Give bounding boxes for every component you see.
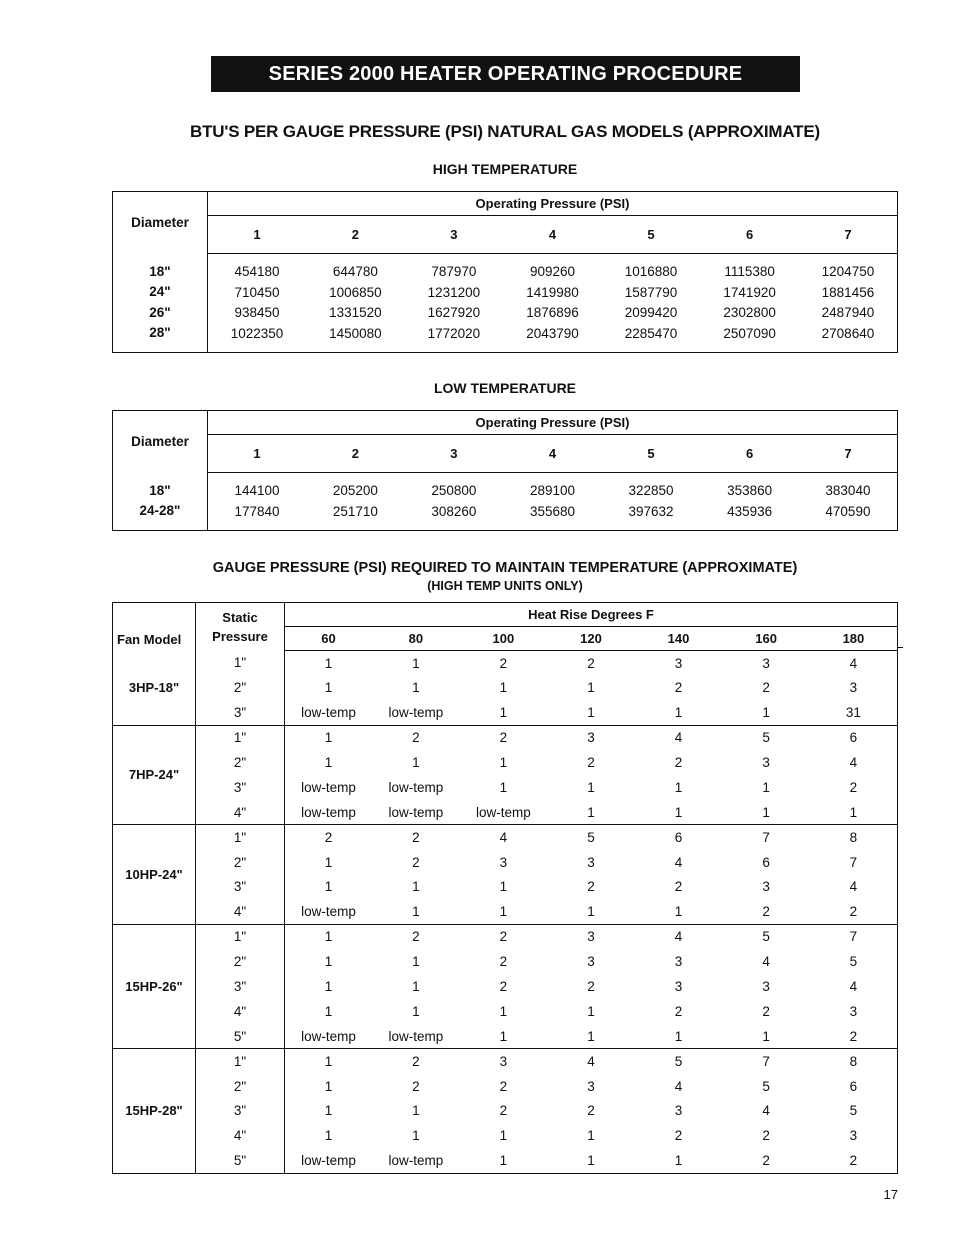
btu-column <box>503 254 602 353</box>
static-pressure-value: 1" <box>196 825 285 850</box>
btu-value: 1419980 <box>526 284 579 300</box>
table-row <box>113 651 898 676</box>
btu-heading: BTU'S PER GAUGE PRESSURE (PSI) NATURAL GAS MODELS (APPROXIMATE) <box>190 122 820 141</box>
degree-col-120: 120 <box>547 627 635 651</box>
table-row <box>113 1099 898 1124</box>
static-pressure-value: 3" <box>196 775 285 800</box>
pressure-col-5: 5 <box>602 216 701 254</box>
gauge-value: 1 <box>324 755 333 770</box>
gauge-value: low-temp <box>301 704 356 720</box>
btu-value: 308260 <box>431 503 477 519</box>
static-pressure-value: 1" <box>196 924 285 949</box>
static-pressure-value: 2" <box>196 750 285 775</box>
gauge-value: 4 <box>849 879 858 895</box>
degree-col-80: 80 <box>372 627 460 651</box>
gauge-value: 1 <box>587 680 595 696</box>
gauge-value: low-temp <box>388 1028 444 1044</box>
gauge-heading: GAUGE PRESSURE (PSI) REQUIRED TO MAINTAIN TEMPERATURE (APPROXIMATE) <box>212 560 798 576</box>
static-pressure-value: 4" <box>196 1123 285 1148</box>
gauge-value: 1 <box>324 954 333 970</box>
gauge-value: 5 <box>547 825 635 850</box>
btu-value: 454180 <box>234 264 280 279</box>
btu-value: 1204750 <box>821 264 875 279</box>
gauge-value: 2 <box>372 924 460 949</box>
gauge-value: 2 <box>285 825 373 850</box>
static-pressure-value: 4" <box>196 899 285 924</box>
gauge-value: 4 <box>460 825 548 850</box>
fan-model: 15HP-26" <box>113 924 196 1048</box>
gauge-value: 31 <box>845 704 861 720</box>
btu-value: 355680 <box>529 503 575 519</box>
gauge-value: 3 <box>674 655 683 671</box>
btu-value: 1006850 <box>329 284 382 300</box>
high-temp-table <box>112 191 898 353</box>
gauge-value: 1 <box>587 1153 595 1168</box>
gauge-value: 2 <box>587 755 595 770</box>
gauge-value: 1 <box>412 655 420 671</box>
gauge-value: 2 <box>499 1078 508 1094</box>
degree-col-60: 60 <box>285 627 373 651</box>
heat-rise-header: Heat Rise Degrees F <box>285 603 898 627</box>
gauge-value: 2 <box>849 1028 858 1044</box>
btu-column <box>700 473 799 531</box>
gauge-value: 3 <box>849 1003 858 1019</box>
gauge-value: 1 <box>674 779 683 795</box>
gauge-value: 3 <box>849 680 858 696</box>
gauge-value: low-temp <box>301 904 356 920</box>
table-row <box>113 675 898 700</box>
gauge-value: 2 <box>499 979 508 995</box>
btu-value: 144100 <box>234 483 280 498</box>
gauge-value: 3 <box>762 979 770 995</box>
gauge-value: 2 <box>762 904 770 920</box>
gauge-value: 6 <box>635 825 723 850</box>
static-pressure-value: 3" <box>196 875 285 900</box>
gauge-value: 2 <box>587 1103 595 1119</box>
gauge-value: 1 <box>499 879 508 895</box>
gauge-value: 2 <box>372 825 460 850</box>
diameter-value: 26" <box>149 304 171 320</box>
gauge-value: 4 <box>674 854 683 870</box>
gauge-value: 7 <box>722 1049 810 1074</box>
pressure-col-2: 2 <box>306 216 405 254</box>
gauge-value: 1 <box>674 1153 683 1168</box>
gauge-value: 1 <box>587 704 595 720</box>
btu-value: 383040 <box>825 483 871 498</box>
static-pressure-value: 3" <box>196 974 285 999</box>
table-row <box>113 875 898 900</box>
btu-column <box>503 473 602 531</box>
gauge-value: 4 <box>674 1078 683 1094</box>
gauge-value: 1 <box>762 704 770 720</box>
gauge-value: low-temp <box>388 804 444 820</box>
gauge-value: 1 <box>762 1028 770 1044</box>
degree-col-140: 140 <box>635 627 723 651</box>
btu-column <box>602 473 701 531</box>
gauge-value: 8 <box>810 1049 898 1074</box>
gauge-value: 5 <box>762 1078 770 1094</box>
gauge-value: 1 <box>412 755 420 770</box>
btu-value: 322850 <box>628 483 674 498</box>
btu-column <box>306 473 405 531</box>
static-pressure-value: 5" <box>196 1024 285 1049</box>
gauge-subheading: (HIGH TEMP UNITS ONLY) <box>427 579 583 593</box>
btu-value: 397632 <box>628 503 674 519</box>
gauge-value: 1 <box>324 979 333 995</box>
btu-value: 250800 <box>431 483 477 498</box>
static-pressure-value: 2" <box>196 675 285 700</box>
gauge-value: 2 <box>499 954 508 970</box>
table-row <box>113 999 898 1024</box>
static-pressure-header <box>196 603 285 651</box>
diameter-header: Diameter <box>113 411 208 473</box>
gauge-value: 1 <box>587 1028 595 1044</box>
gauge-value: 1 <box>324 1103 333 1119</box>
fan-model: 7HP-24" <box>113 725 196 825</box>
static-pressure-value: 3" <box>196 1099 285 1124</box>
page-title: SERIES 2000 HEATER OPERATING PROCEDURE <box>211 56 800 92</box>
gauge-value: 5 <box>635 1049 723 1074</box>
pressure-col-7: 7 <box>799 435 898 473</box>
gauge-value: 6 <box>810 725 898 750</box>
gauge-value: 2 <box>674 755 683 770</box>
btu-value: 470590 <box>825 503 871 519</box>
gauge-value: 1 <box>324 1078 333 1094</box>
gauge-value: 2 <box>587 979 595 995</box>
gauge-value: 2 <box>587 655 595 671</box>
table-row <box>113 850 898 875</box>
btu-value: 289100 <box>529 483 575 498</box>
gauge-value: 4 <box>635 924 723 949</box>
btu-value: 2302800 <box>723 305 776 320</box>
gauge-value: 2 <box>499 1103 508 1119</box>
diameter-value: 18" <box>149 482 171 498</box>
operating-pressure-header: Operating Pressure (PSI) <box>208 411 898 435</box>
diameter-list <box>113 254 208 353</box>
gauge-value: 3 <box>762 755 770 770</box>
gauge-value: 4 <box>762 954 770 970</box>
static-pressure-value: 2" <box>196 1074 285 1099</box>
gauge-value: low-temp <box>301 804 356 820</box>
btu-value: 1022350 <box>230 325 284 341</box>
btu-value: 787970 <box>431 264 477 279</box>
gauge-value: 1 <box>587 904 595 920</box>
btu-value: 435936 <box>727 503 773 519</box>
table-row <box>113 800 898 825</box>
btu-value: 1231200 <box>427 284 481 300</box>
gauge-value: 1 <box>674 1028 683 1044</box>
pressure-col-3: 3 <box>405 216 504 254</box>
gauge-value: 6 <box>762 854 770 870</box>
diameter-list <box>113 473 208 531</box>
btu-value: 1016880 <box>624 264 678 279</box>
gauge-value: 3 <box>460 1049 548 1074</box>
gauge-value: 3 <box>674 954 683 970</box>
table-row <box>113 924 898 949</box>
static-pressure-value: 1" <box>196 1049 285 1074</box>
pressure-col-2: 2 <box>306 435 405 473</box>
gauge-value: 2 <box>849 904 858 920</box>
btu-column <box>799 254 898 353</box>
btu-value: 251710 <box>332 503 378 519</box>
gauge-value: 1 <box>412 1003 420 1019</box>
gauge-value: 4 <box>849 755 858 770</box>
diameter-header: Diameter <box>113 192 208 254</box>
btu-value: 1741920 <box>723 284 776 300</box>
btu-value: 710450 <box>234 284 280 300</box>
btu-value: 1331520 <box>329 305 382 320</box>
gauge-value: 5 <box>722 725 810 750</box>
gauge-value: 1 <box>587 1128 595 1144</box>
gauge-value: 3 <box>547 725 635 750</box>
gauge-value: 1 <box>324 1128 333 1144</box>
gauge-value: low-temp <box>388 779 444 795</box>
diameter-value: 24-28" <box>139 503 181 519</box>
gauge-value: 1 <box>499 779 508 795</box>
gauge-value: 3 <box>587 954 595 970</box>
gauge-value: low-temp <box>388 1153 444 1168</box>
gauge-value: 1 <box>499 1153 508 1168</box>
gauge-value: 1 <box>587 804 595 820</box>
btu-value: 1587790 <box>624 284 678 300</box>
static-pressure-value: 4" <box>196 999 285 1024</box>
gauge-value: 3 <box>849 1128 858 1144</box>
gauge-value: 2 <box>674 680 683 696</box>
pressure-col-3: 3 <box>405 435 504 473</box>
degree-col-180: 180 <box>810 627 898 651</box>
static-label: Static <box>222 609 258 625</box>
gauge-value: 1 <box>412 879 420 895</box>
gauge-value: 1 <box>762 779 770 795</box>
static-pressure-value: 4" <box>196 800 285 825</box>
gauge-value: 1 <box>674 904 683 920</box>
gauge-value: 1 <box>499 680 508 696</box>
gauge-value: 2 <box>674 1128 683 1144</box>
btu-value: 1450080 <box>329 325 382 341</box>
gauge-value: 1 <box>499 755 508 770</box>
gauge-value: 1 <box>324 879 333 895</box>
gauge-value: 1 <box>499 704 508 720</box>
gauge-value: low-temp <box>301 1028 356 1044</box>
gauge-value: 3 <box>587 1078 595 1094</box>
gauge-value: 3 <box>762 879 770 895</box>
gauge-value: 1 <box>674 704 683 720</box>
btu-value: 205200 <box>332 483 378 498</box>
gauge-value: 2 <box>412 854 420 870</box>
table-row <box>113 949 898 974</box>
pressure-col-6: 6 <box>700 216 799 254</box>
high-temp-heading: HIGH TEMPERATURE <box>432 161 578 177</box>
btu-value: 909260 <box>529 264 575 279</box>
gauge-value: 2 <box>499 655 508 671</box>
gauge-value: 7 <box>810 924 898 949</box>
gauge-value: 2 <box>412 1078 420 1094</box>
static-pressure-value: 2" <box>196 850 285 875</box>
btu-value: 1627920 <box>427 305 481 320</box>
gauge-value: 3 <box>674 1103 683 1119</box>
gauge-value: 1 <box>499 1003 508 1019</box>
gauge-value: 2 <box>587 879 595 895</box>
fan-model: 10HP-24" <box>113 825 196 925</box>
btu-value: 2708640 <box>821 325 875 341</box>
gauge-value: 1 <box>324 680 333 696</box>
pressure-col-4: 4 <box>503 216 602 254</box>
static-pressure-value: 3" <box>196 700 285 725</box>
gauge-value: 1 <box>285 924 373 949</box>
gauge-value: 1 <box>412 680 420 696</box>
pressure-label: Pressure <box>212 628 268 644</box>
gauge-value: 2 <box>674 879 683 895</box>
gauge-value: 2 <box>762 680 770 696</box>
gauge-value: 2 <box>460 924 548 949</box>
gauge-value: 1 <box>849 804 858 820</box>
gauge-value: 1 <box>412 904 420 920</box>
btu-value: 2285470 <box>624 325 678 341</box>
table-row <box>113 1148 898 1173</box>
static-pressure-value: 5" <box>196 1148 285 1173</box>
gauge-value: 1 <box>674 804 683 820</box>
degree-col-160: 160 <box>722 627 810 651</box>
pressure-col-4: 4 <box>503 435 602 473</box>
table-row <box>113 974 898 999</box>
gauge-value: 6 <box>849 1078 858 1094</box>
gauge-value: 1 <box>324 1003 333 1019</box>
gauge-value: 5 <box>849 954 858 970</box>
btu-value: 353860 <box>727 483 773 498</box>
gauge-value: 1 <box>324 854 333 870</box>
header-rule-extension <box>897 647 903 648</box>
gauge-value: 2 <box>372 1049 460 1074</box>
btu-value: 177840 <box>234 503 280 519</box>
btu-value: 1876896 <box>526 305 579 320</box>
gauge-value: 2 <box>460 725 548 750</box>
gauge-value: 7 <box>849 854 858 870</box>
gauge-value: low-temp <box>476 804 531 820</box>
gauge-value: 2 <box>372 725 460 750</box>
btu-column <box>306 254 405 353</box>
gauge-value: 4 <box>849 655 858 671</box>
btu-value: 2487940 <box>821 305 875 320</box>
gauge-value: 3 <box>674 979 683 995</box>
pressure-col-1: 1 <box>208 435 307 473</box>
gauge-value: 2 <box>762 1153 770 1168</box>
gauge-value: 8 <box>810 825 898 850</box>
btu-column <box>700 254 799 353</box>
gauge-value: low-temp <box>301 1153 356 1168</box>
btu-column <box>208 254 307 353</box>
table-row <box>113 1024 898 1049</box>
table-row <box>113 1123 898 1148</box>
gauge-value: 1 <box>499 1028 508 1044</box>
diameter-value: 28" <box>149 325 171 341</box>
table-row <box>113 725 898 750</box>
btu-value: 2507090 <box>723 325 776 341</box>
gauge-value: 2 <box>849 779 858 795</box>
gauge-value: 2 <box>674 1003 683 1019</box>
gauge-value: 1 <box>285 1049 373 1074</box>
static-pressure-value: 1" <box>196 651 285 676</box>
gauge-value: 4 <box>849 979 858 995</box>
btu-column <box>208 473 307 531</box>
gauge-value: 3 <box>762 655 770 671</box>
table-row <box>113 750 898 775</box>
diameter-value: 24" <box>149 284 171 300</box>
fan-model: 15HP-28" <box>113 1049 196 1173</box>
gauge-value: low-temp <box>388 704 444 720</box>
table-row <box>113 825 898 850</box>
gauge-value: 1 <box>587 1003 595 1019</box>
table-row <box>113 775 898 800</box>
btu-column <box>405 473 504 531</box>
gauge-value: 1 <box>499 1128 508 1144</box>
gauge-value: 4 <box>635 725 723 750</box>
gauge-value: low-temp <box>301 779 356 795</box>
table-row <box>113 1074 898 1099</box>
gauge-value: 7 <box>722 825 810 850</box>
pressure-col-6: 6 <box>700 435 799 473</box>
table-row <box>113 1049 898 1074</box>
pressure-col-1: 1 <box>208 216 307 254</box>
gauge-value: 5 <box>722 924 810 949</box>
btu-value: 1881456 <box>821 284 875 300</box>
btu-value: 2099420 <box>624 305 678 320</box>
table-row <box>113 899 898 924</box>
pressure-col-5: 5 <box>602 435 701 473</box>
gauge-value: 3 <box>587 854 595 870</box>
diameter-value: 18" <box>149 263 171 279</box>
gauge-value: 1 <box>412 979 420 995</box>
gauge-value: 1 <box>412 1128 420 1144</box>
btu-column <box>602 254 701 353</box>
gauge-value: 3 <box>547 924 635 949</box>
gauge-value: 4 <box>762 1103 770 1119</box>
low-temp-heading: LOW TEMPERATURE <box>433 380 577 396</box>
static-pressure-value: 1" <box>196 725 285 750</box>
degree-col-100: 100 <box>460 627 548 651</box>
gauge-value: 1 <box>412 954 420 970</box>
fan-model: 3HP-18" <box>113 651 196 726</box>
gauge-value: 4 <box>547 1049 635 1074</box>
btu-value: 2043790 <box>526 325 579 341</box>
gauge-value: 1 <box>587 779 595 795</box>
gauge-value: 2 <box>849 1153 858 1168</box>
btu-column <box>799 473 898 531</box>
pressure-col-7: 7 <box>799 216 898 254</box>
gauge-value: 1 <box>324 655 333 671</box>
gauge-value: 2 <box>762 1128 770 1144</box>
page-number: 17 <box>883 1187 898 1202</box>
fan-model-header: Fan Model <box>113 603 196 651</box>
gauge-value: 1 <box>285 725 373 750</box>
gauge-value: 1 <box>762 804 770 820</box>
operating-pressure-header: Operating Pressure (PSI) <box>208 192 898 216</box>
btu-column <box>405 254 504 353</box>
gauge-value: 5 <box>849 1103 858 1119</box>
gauge-value: 3 <box>499 854 508 870</box>
static-pressure-value: 2" <box>196 949 285 974</box>
btu-value: 1772020 <box>427 325 481 341</box>
gauge-value: 2 <box>762 1003 770 1019</box>
low-temp-table <box>112 410 898 531</box>
btu-value: 938450 <box>234 305 280 320</box>
table-row <box>113 700 898 725</box>
btu-value: 644780 <box>332 264 378 279</box>
gauge-value: 1 <box>499 904 508 920</box>
gauge-value: 1 <box>412 1103 420 1119</box>
gauge-table <box>112 602 898 1174</box>
btu-value: 1115380 <box>724 264 775 279</box>
